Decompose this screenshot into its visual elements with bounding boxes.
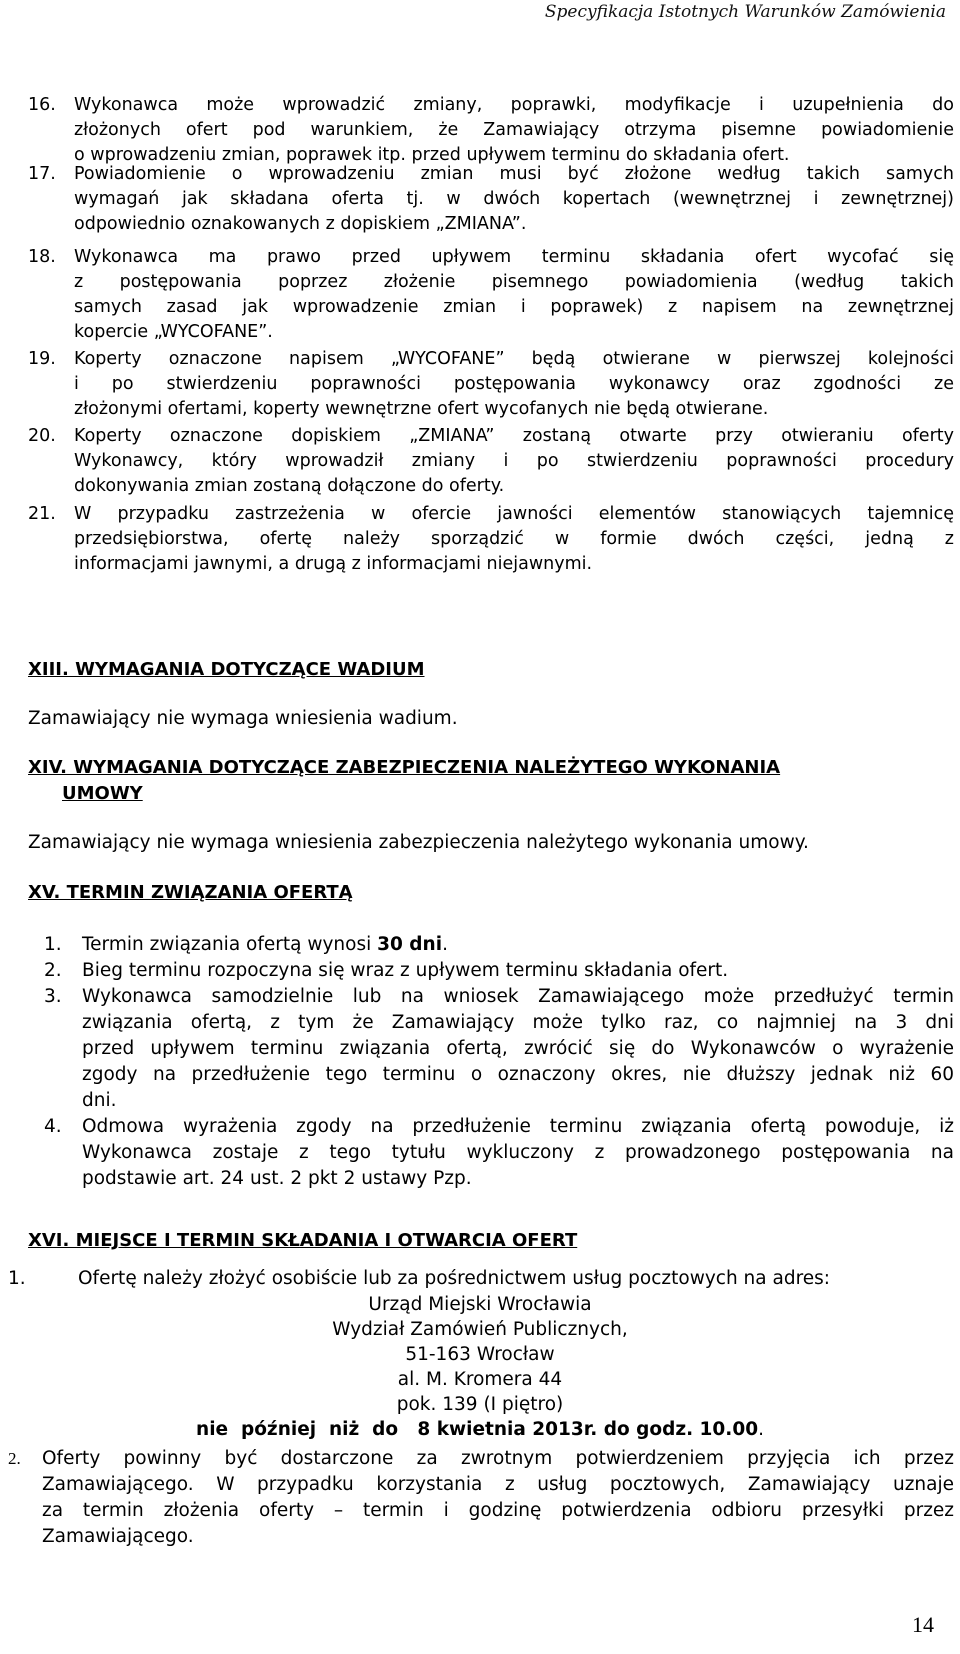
- item-line: złożonych ofert pod warunkiem, że Zamawiający otrzyma pisemne powiadomienie: [74, 120, 954, 140]
- item-line: samych zasad jak wprowadzenie zmian i poprawek) z napisem na zewnętrznej: [74, 297, 954, 317]
- item-line: Powiadomienie o wprowadzeniu zmian musi być złożone według takich samych: [74, 164, 954, 184]
- item-line: Bieg terminu rozpoczyna się wraz z upływem terminu składania ofert.: [82, 960, 729, 981]
- address-line: pok. 139 (I piętro): [396, 1394, 564, 1415]
- item-line: Zamawiającego. W przypadku korzystania z usług pocztowych, Zamawiający uznaje: [42, 1474, 954, 1495]
- item-number: 16.: [28, 95, 56, 115]
- item-line: zgody na przedłużenie tego terminu o oznaczony okres, nie dłuższy jednak niż 60: [82, 1064, 954, 1085]
- section-text: Zamawiający nie wymaga wniesienia wadium.: [28, 708, 458, 729]
- item-text: Termin związania ofertą wynosi: [82, 934, 378, 955]
- item-line: Koperty oznaczone napisem „WYCOFANE” będą otwierane w pierwszej kolejności: [74, 349, 954, 369]
- item-text-bold: 30 dni: [377, 934, 443, 955]
- item-number: 4.: [44, 1116, 62, 1137]
- deadline: [0, 1417, 960, 1442]
- address-line: Wydział Zamówień Publicznych,: [332, 1319, 628, 1340]
- item-line: przedsiębiorstwa, ofertę należy sporządzić w formie dwóch części, jedną z: [74, 529, 954, 549]
- item-number: 21.: [28, 504, 56, 524]
- item-number: 2.: [44, 960, 62, 981]
- item-line: Wykonawca może wprowadzić zmiany, poprawki, modyfikacje i uzupełnienia do: [74, 95, 954, 115]
- header-title: Specyfikacja Istotnych Warunków Zamówienia: [544, 2, 946, 22]
- item-line: W przypadku zastrzeżenia w ofercie jawności elementów stanowiących tajemnicę: [74, 504, 954, 524]
- item-line: o wprowadzeniu zmian, poprawek itp. przed upływem terminu do składania ofert.: [74, 145, 790, 165]
- item-line: Zamawiającego.: [42, 1526, 194, 1547]
- item-line: Wykonawcy, który wprowadził zmiany i po stwierdzeniu poprawności procedury: [74, 451, 954, 471]
- item-line: i po stwierdzeniu poprawności postępowania wykonawcy oraz zgodności ze: [74, 374, 954, 394]
- item-line: wymagań jak składana oferta tj. w dwóch kopertach (wewnętrznej i zewnętrznej): [74, 189, 954, 209]
- item-line: kopercie „WYCOFANE”.: [74, 322, 273, 342]
- item-number: 19.: [28, 349, 56, 369]
- item-line: informacjami jawnymi, a drugą z informacjami niejawnymi.: [74, 554, 593, 574]
- item-line: Koperty oznaczone dopiskiem „ZMIANA” zostaną otwarte przy otwieraniu oferty: [74, 426, 954, 446]
- item-number: 3.: [44, 986, 62, 1007]
- item-line: Odmowa wyrażenia zgody na przedłużenie terminu związania ofertą powoduje, iż: [82, 1116, 954, 1137]
- section-heading: XIII. WYMAGANIA DOTYCZĄCE WADIUM: [28, 659, 425, 680]
- item-line: dokonywania zmian zostaną dołączone do oferty.: [74, 476, 505, 496]
- section-heading: XIV. WYMAGANIA DOTYCZĄCE ZABEZPIECZENIA NALEŻYTEGO WYKONANIA: [28, 757, 781, 778]
- item-line: Oferty powinny być dostarczone za zwrotnym potwierdzeniem przyjęcia ich przez: [42, 1448, 954, 1469]
- item-number: 1.: [8, 1268, 26, 1289]
- item-line: Ofertę należy złożyć osobiście lub za pośrednictwem usług pocztowych na adres:: [78, 1268, 831, 1289]
- item-line: Wykonawca zostaje z tego tytułu wykluczony z prowadzonego postępowania na: [82, 1142, 954, 1163]
- section-heading: XVI. MIEJSCE I TERMIN SKŁADANIA I OTWARCIA OFERT: [28, 1230, 578, 1251]
- deadline-end: .: [758, 1419, 764, 1440]
- item-line: dni.: [82, 1090, 117, 1111]
- item-number: 2.: [8, 1449, 21, 1468]
- item-line: odpowiednio oznakowanych z dopiskiem „ZMIANA”.: [74, 214, 527, 234]
- item-number: 1.: [44, 934, 62, 955]
- section-heading: XV. TERMIN ZWIĄZANIA OFERTĄ: [28, 882, 353, 903]
- deadline-text: nie później niż do 8 kwietnia 2013r. do godz. 10.00: [196, 1419, 759, 1440]
- address-line: 51-163 Wrocław: [405, 1344, 555, 1365]
- section-text: Zamawiający nie wymaga wniesienia zabezpieczenia należytego wykonania umowy.: [28, 832, 809, 853]
- item-line: za termin złożenia oferty – termin i godzinę potwierdzenia odbioru przesyłki przez: [42, 1500, 954, 1521]
- address-line: Urząd Miejski Wrocławia: [368, 1294, 592, 1315]
- page-number: 14: [912, 1612, 934, 1637]
- item-line: podstawie art. 24 ust. 2 pkt 2 ustawy Pzp.: [82, 1168, 472, 1189]
- item-line: złożonymi ofertami, koperty wewnętrzne ofert wycofanych nie będą otwierane.: [74, 399, 769, 419]
- item-line: przed upływem terminu związania ofertą, zwrócić się do Wykonawców o wyrażenie: [82, 1038, 954, 1059]
- item-number: 17.: [28, 164, 56, 184]
- item-number: 20.: [28, 426, 56, 446]
- item-number: 18.: [28, 247, 56, 267]
- item-line: Wykonawca ma prawo przed upływem terminu składania ofert wycofać się: [74, 247, 954, 267]
- item-text: .: [442, 934, 448, 955]
- section-heading-continued: UMOWY: [62, 783, 143, 804]
- address-line: al. M. Kromera 44: [397, 1369, 563, 1390]
- page-header: [0, 2, 950, 22]
- item-line: Wykonawca samodzielnie lub na wniosek Zamawiającego może przedłużyć termin: [82, 986, 954, 1007]
- item-line: z postępowania poprzez złożenie pisemnego powiadomienia (według takich: [74, 272, 954, 292]
- item-line: związania ofertą, z tym że Zamawiający może tylko raz, co najmniej na 3 dni: [82, 1012, 954, 1033]
